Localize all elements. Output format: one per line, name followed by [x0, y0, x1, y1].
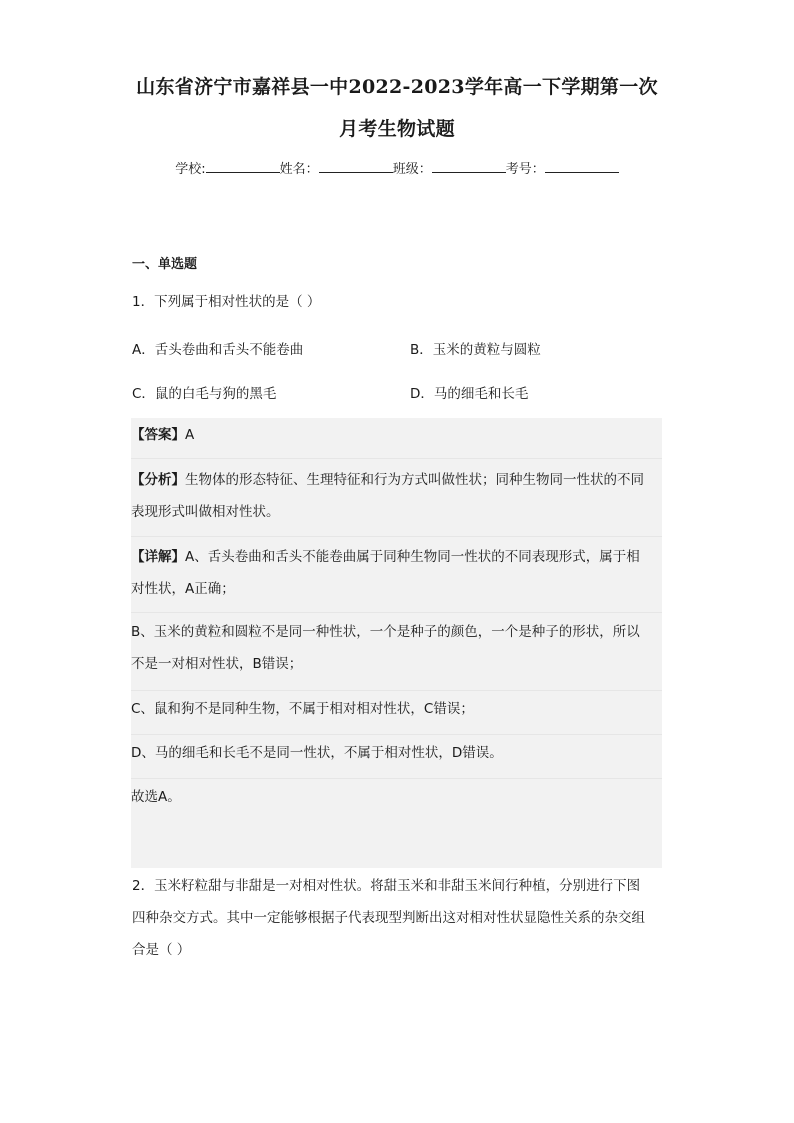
- class-label: 班级：: [392, 162, 432, 177]
- analysis-tag: 【分析】: [131, 472, 185, 488]
- detail-line-c: C、鼠和狗不是同种生物，不属于相对相对性状，C错误；: [131, 701, 474, 717]
- section-heading: 一、单选题: [132, 257, 198, 272]
- divider: [131, 458, 662, 459]
- divider: [131, 536, 662, 537]
- detail-line-b1: B、玉米的黄粒和圆粒不是同一种性状，一个是种子的颜色，一个是种子的形状，所以: [131, 624, 640, 640]
- answer-line: [131, 419, 662, 451]
- detail-line-a1: [131, 541, 662, 573]
- title-line-2: 月考生物试题: [339, 118, 455, 140]
- divider: [131, 734, 662, 735]
- analysis-text-1: 生物体的形态特征、生理特征和行为方式叫做性状；同种生物同一性状的不同: [185, 472, 644, 488]
- divider: [131, 690, 662, 691]
- title-line-1: 山东省济宁市嘉祥县一中2022-2023学年高一下学期第一次: [136, 76, 658, 98]
- q2-stem-line-3: 合是（ ）: [132, 942, 191, 958]
- q2-stem-line-2: 四种杂交方式。其中一定能够根据子代表现型判断出这对相对性状显隐性关系的杂交组: [132, 910, 645, 926]
- answer-tag: 【答案】: [131, 427, 185, 443]
- q1-option-c: C．鼠的白毛与狗的黑毛: [132, 386, 277, 402]
- q2-stem-line-1: 2．玉米籽粒甜与非甜是一对相对性状。将甜玉米和非甜玉米间行种植，分别进行下图: [132, 878, 641, 894]
- school-label: 学校:: [175, 162, 206, 177]
- exam-number-label: 考号：: [505, 162, 545, 177]
- exam-number-blank[interactable]: [545, 159, 619, 173]
- answer-value: A: [185, 427, 195, 443]
- detail-line-b2: 不是一对相对性状，B错误；: [131, 656, 303, 672]
- school-blank[interactable]: [206, 159, 280, 173]
- q1-option-b: B．玉米的黄粒与圆粒: [410, 342, 541, 358]
- question-2-stem: [132, 870, 664, 966]
- q1-option-a: A．舌头卷曲和舌头不能卷曲: [132, 342, 304, 358]
- answer-explanation-box: [131, 418, 662, 868]
- page-title: [132, 66, 662, 150]
- name-blank[interactable]: [319, 159, 393, 173]
- conclusion-line: 故选A。: [131, 789, 181, 805]
- detail-line-a2: 对性状，A正确；: [131, 581, 235, 597]
- divider: [131, 778, 662, 779]
- detail-line-d: D、马的细毛和长毛不是同一性状，不属于相对性状，D错误。: [131, 745, 503, 761]
- q1-option-d: D．马的细毛和长毛: [410, 386, 529, 402]
- name-label: 姓名：: [279, 162, 319, 177]
- detail-tag: 【详解】: [131, 549, 185, 565]
- analysis-line-1: [131, 464, 662, 496]
- detail-text-a1: A、舌头卷曲和舌头不能卷曲属于同种生物同一性状的不同表现形式，属于相: [185, 549, 640, 565]
- divider: [131, 612, 662, 613]
- question-1-stem: 1．下列属于相对性状的是（ ）: [132, 294, 321, 310]
- student-info-row: [132, 158, 662, 177]
- analysis-line-2: 表现形式叫做相对性状。: [131, 504, 280, 520]
- class-blank[interactable]: [432, 159, 506, 173]
